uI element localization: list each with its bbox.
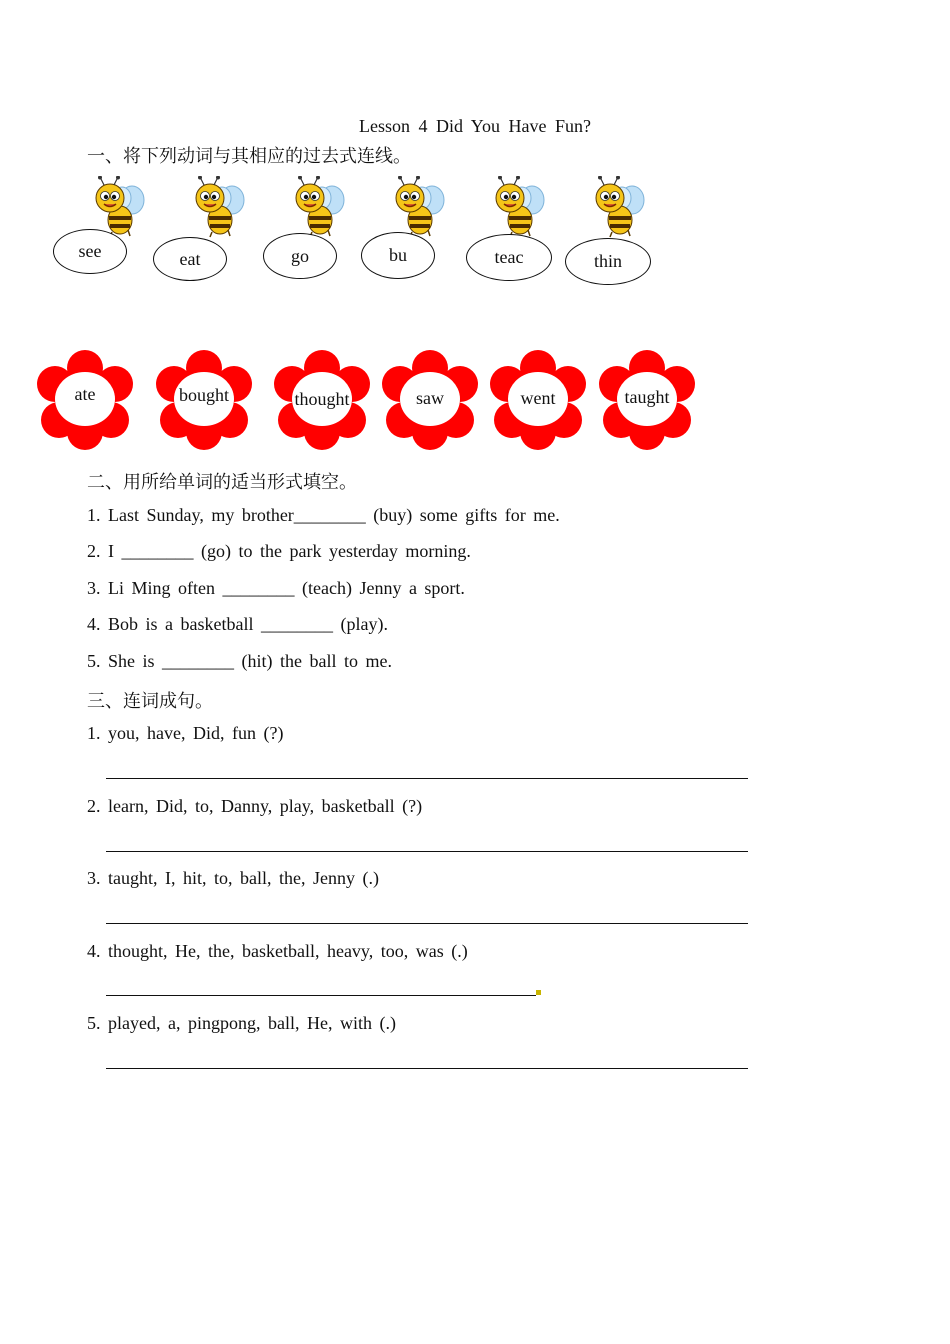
word-order-item: 2. learn, Did, to, Danny, play, basketball (?) (87, 796, 423, 816)
verb-label: bu (389, 245, 407, 265)
verb-oval (263, 233, 337, 279)
word-order-item: 3. taught, I, hit, to, ball, the, Jenny (.) (87, 868, 379, 888)
verb-label: eat (179, 248, 201, 269)
verb-label: thin (593, 251, 622, 271)
verb-oval (153, 237, 227, 281)
answer-line[interactable] (106, 778, 748, 779)
past-form-label: saw (416, 388, 444, 408)
word-order-item: 1. you, have, Did, fun (?) (87, 723, 284, 743)
verb-oval (361, 232, 435, 279)
fill-blank-item: 1. Last Sunday, my brother________ (buy) some gifts for me. (87, 505, 560, 525)
fill-blank-item: 2. I ________ (go) to the park yesterday morning. (87, 541, 471, 561)
verb-label: go (291, 245, 309, 266)
bee-icon (288, 176, 350, 238)
answer-line[interactable] (106, 995, 536, 996)
past-form-label: went (520, 388, 556, 408)
bee-icon (188, 176, 250, 238)
fill-blank-item: 5. She is ________ (hit) the ball to me. (87, 651, 392, 671)
section2-heading: 二、用所给单词的适当形式填空。 (87, 472, 357, 492)
verb-label: see (78, 241, 102, 261)
bee-icon (588, 176, 650, 238)
verb-oval (53, 229, 127, 274)
past-form-label: bought (178, 385, 229, 405)
past-form-flower (152, 350, 256, 450)
past-form-flower (486, 350, 590, 450)
page-title: Lesson 4 Did You Have Fun? (358, 116, 591, 136)
bee-icon (488, 176, 550, 238)
past-form-flower (595, 350, 699, 450)
past-form-flower (378, 350, 482, 450)
word-order-item: 5. played, a, pingpong, ball, He, with (.) (87, 1013, 396, 1033)
answer-line[interactable] (106, 851, 748, 852)
bee-icon (388, 176, 450, 238)
past-form-label: ate (74, 384, 96, 404)
past-form-flower (33, 350, 137, 450)
section3-heading: 三、连词成句。 (87, 691, 213, 711)
verb-oval (466, 234, 552, 281)
past-form-flower (270, 350, 374, 450)
word-order-item: 4. thought, He, the, basketball, heavy, too, was (.) (87, 941, 468, 961)
fill-blank-item: 4. Bob is a basketball ________ (play). (87, 614, 388, 634)
verb-label: teac (494, 247, 524, 267)
past-form-label: taught (624, 387, 670, 407)
marker-dot (536, 990, 541, 995)
section1-heading: 一、将下列动词与其相应的过去式连线。 (87, 146, 411, 166)
past-form-label: thought (294, 389, 350, 409)
fill-blank-item: 3. Li Ming often ________ (teach) Jenny a sport. (87, 578, 465, 598)
answer-line[interactable] (106, 923, 748, 924)
answer-line[interactable] (106, 1068, 748, 1069)
verb-oval (565, 238, 651, 285)
